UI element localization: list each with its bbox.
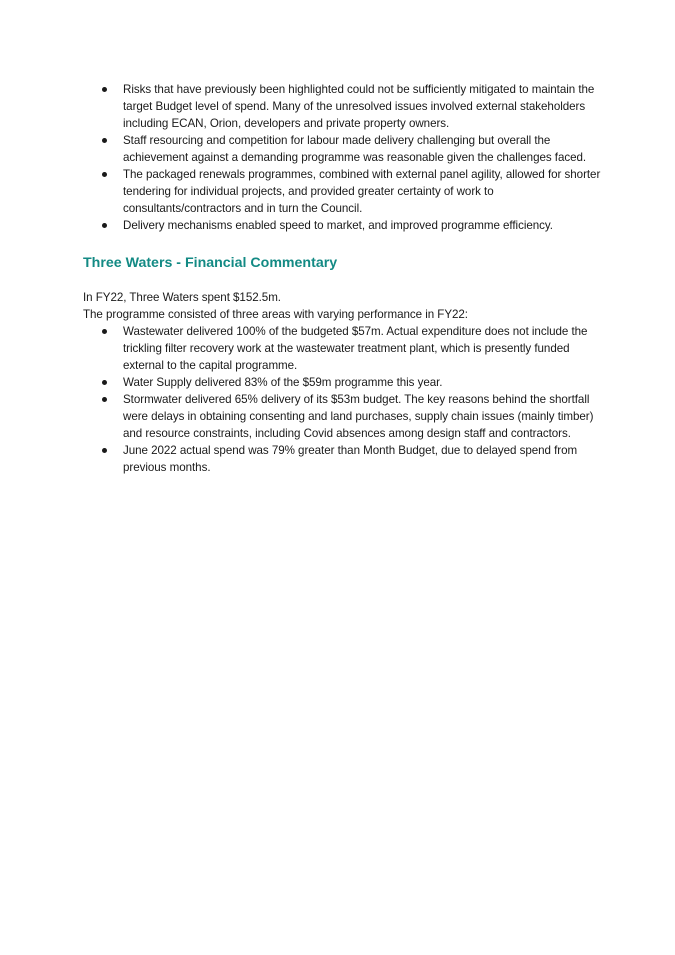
summary-paragraph: In FY22, Three Waters spent $152.5m. xyxy=(83,291,281,304)
bullet-icon xyxy=(102,87,107,92)
list-item-text: Risks that have previously been highlighted could not be sufficiently mitigated to maintain the target Budget level of spend. Many of the unresolved issues involved external stakeholders including ECAN, Orion, developers and private property owners. xyxy=(123,83,595,130)
three-waters-bullet-list xyxy=(83,323,603,476)
intro-bullet-list xyxy=(83,81,603,234)
bullet-icon xyxy=(102,448,107,453)
list-item-text: Water Supply delivered 83% of the $59m programme this year. xyxy=(123,376,443,389)
list-item xyxy=(83,217,603,234)
programme-intro-paragraph: The programme consisted of three areas with varying performance in FY22: xyxy=(83,308,468,321)
list-item xyxy=(83,166,603,217)
list-item xyxy=(83,81,603,132)
list-item-text: Delivery mechanisms enabled speed to market, and improved programme efficiency. xyxy=(123,219,553,232)
page-content xyxy=(83,81,603,476)
list-item-text: Staff resourcing and competition for labour made delivery challenging but overall the achievement against a demanding programme was reasonable given the challenges faced. xyxy=(123,134,587,164)
bullet-icon xyxy=(102,172,107,177)
list-item xyxy=(83,132,603,166)
bullet-icon xyxy=(102,397,107,402)
list-item-text: The packaged renewals programmes, combined with external panel agility, allowed for shorter tendering for individual projects, and provided greater certainty of work to consultants/contractors and in turn the Council. xyxy=(123,168,601,215)
list-item xyxy=(83,391,603,442)
list-item xyxy=(83,323,603,374)
list-item-text: June 2022 actual spend was 79% greater than Month Budget, due to delayed spend from previous months. xyxy=(123,444,578,474)
list-item xyxy=(83,374,603,391)
bullet-icon xyxy=(102,380,107,385)
bullet-icon xyxy=(102,329,107,334)
list-item-text: Wastewater delivered 100% of the budgeted $57m. Actual expenditure does not include the trickling filter recovery work at the wastewater treatment plant, which is presently funded external to the capital programme. xyxy=(123,325,588,372)
list-item xyxy=(83,442,603,476)
section-heading: Three Waters - Financial Commentary xyxy=(83,255,338,271)
list-item-text: Stormwater delivered 65% delivery of its $53m budget. The key reasons behind the shortfall were delays in obtaining consenting and land purchases, supply chain issues (mainly timber) and resource constraints, including Covid absences among design staff and contractors. xyxy=(123,393,594,440)
bullet-icon xyxy=(102,223,107,228)
bullet-icon xyxy=(102,138,107,143)
